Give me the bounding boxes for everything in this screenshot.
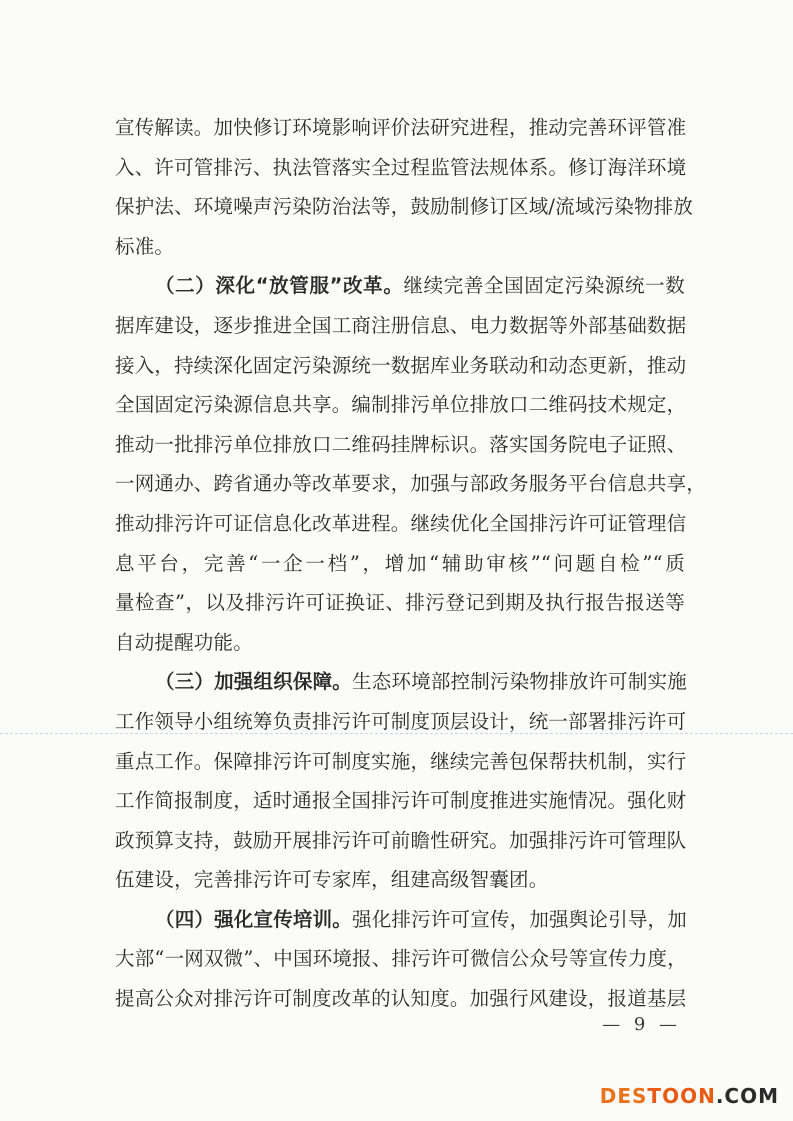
text-line: 息平台，完善“一企一档”，增加“辅助审核”“问题自检”“质 <box>115 551 685 575</box>
text-line-first <box>115 662 685 702</box>
text-line: 自动提醒功能。 <box>115 630 253 654</box>
text-line: 量检查”，以及排污许可证换证、排污登记到期及执行报告报送等 <box>115 591 685 615</box>
text-line: 大部“一网双微”、中国环境报、排污许可微信公众号等宣传力度， <box>115 947 687 971</box>
text-line: 据库建设，逐步推进全国工商注册信息、电力数据等外部基础数据 <box>115 313 687 337</box>
text-line: 接入，持续深化固定污染源统一数据库业务联动和动态更新，推动 <box>115 353 687 377</box>
text-line: 宣传解读。加快修订环境影响评价法研究进程，推动完善环评管准 <box>115 116 687 139</box>
text-line-first <box>115 266 685 306</box>
text-line: 工作简报制度，适时通报全国排污许可制度推进实施情况。强化财 <box>115 789 687 813</box>
watermark-part: .COM <box>715 1084 779 1108</box>
section-heading: （三）加强组织保障。 <box>155 670 353 694</box>
paragraph-2 <box>115 266 707 662</box>
paragraph-4 <box>115 900 685 1019</box>
text-line: 提高公众对排污许可制度改革的认知度。加强行风建设，报道基层 <box>115 987 687 1011</box>
text-line: 政预算支持，鼓励开展排污许可前瞻性研究。加强排污许可管理队 <box>115 828 687 852</box>
text-line: 入、许可管排污、执法管落实全过程监管法规体系。修订海洋环境 <box>115 155 687 179</box>
paragraph-3 <box>115 662 685 900</box>
text-run: 继续完善全国固定污染源统一数 <box>403 274 685 298</box>
body-text <box>115 108 707 1019</box>
text-line: 全国固定污染源信息共享。编制排污单位排放口二维码技术规定， <box>115 393 687 417</box>
text-run: 生态环境部控制污染物排放许可制实施 <box>352 670 687 694</box>
text-line: 重点工作。保障排污许可制度实施，继续完善包保帮扶机制，实行 <box>115 749 687 773</box>
text-run: 强化排污许可宣传，加强舆论引导，加 <box>352 907 687 931</box>
site-watermark <box>600 1083 779 1109</box>
text-line: 一网通办、跨省通办等改革要求，加强与部政务服务平台信息共享， <box>115 472 707 496</box>
section-heading: （二）深化“放管服”改革。 <box>155 274 404 298</box>
text-line: 工作领导小组统筹负责排污许可制度顶层设计，统一部署排污许可 <box>115 709 687 733</box>
paragraph-1 <box>115 108 694 266</box>
text-line: 推动排污许可证信息化改革进程。继续优化全国排污许可证管理信 <box>115 511 687 535</box>
text-line: 推动一批排污单位排放口二维码挂牌标识。落实国务院电子证照、 <box>115 432 687 456</box>
text-line: 伍建设，完善排污许可专家库，组建高级智囊团。 <box>115 868 549 892</box>
watermark-part: DES <box>599 1084 648 1108</box>
section-heading: （四）强化宣传培训。 <box>155 907 353 931</box>
page-number: — 9 — <box>602 1014 681 1035</box>
text-line-first <box>115 900 685 940</box>
watermark-part: TOON <box>647 1084 716 1108</box>
text-line: 保护法、环境噪声污染防治法等，鼓励制修订区域/流域污染物排放 <box>115 195 694 219</box>
text-line: 标准。 <box>115 234 175 258</box>
